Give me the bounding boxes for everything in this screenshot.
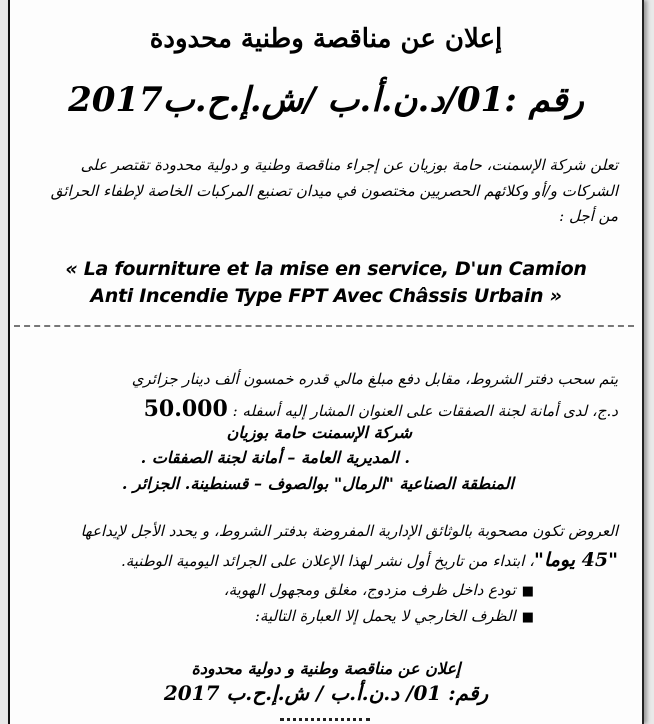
notice-title: إعلان عن مناقصة وطنية محدودة — [149, 24, 503, 54]
conditions-text: د.ج، لدى أمانة لجنة الصفقات على العنوان المشار إليه أسفله : — [232, 402, 618, 420]
address-line-3: المنطقة الصناعية "الرمال" بوالصوف – قسنطينة. الجزائر . — [121, 474, 514, 493]
intro-line-1: تعلن شركة الإسمنت، حامة بوزيان عن إجراء مناقصة وطنية و دولية محدودة تقتصر على — [80, 156, 618, 174]
tender-object-line-1: « La fourniture et la mise en service, D'un Camion — [65, 258, 587, 280]
bullet-item-1-text: تودع داخل ظرف مزدوج، مغلق ومجهول الهوية، — [223, 581, 516, 599]
dashed-separator — [14, 325, 634, 329]
tender-notice-page — [8, 0, 644, 724]
bullet-item-1 — [224, 581, 534, 599]
bullet-item-2-text: الظرف الخارجي لا يحمل إلا العبارة التالية: — [254, 607, 516, 625]
intro-line-2: الشركات و/أو وكلائهم الحصريين مختصون في ميدان تصنيع المركبات الخاصة لإطفاء الحرائق — [50, 182, 618, 200]
conditions-line-2 — [144, 396, 618, 422]
address-line-1: شركة الإسمنت حامة بوزيان — [226, 423, 412, 442]
black-square-bullet-icon: ■ — [521, 584, 534, 599]
offers-line-2-text: ، ابتداء من تاريخ أول نشر لهذا الإعلان على الجرائد اليومية الوطنية. — [120, 552, 535, 570]
bullet-item-2 — [255, 607, 534, 625]
document-price: 50.000 — [143, 396, 228, 422]
envelope-heading: إعلان عن مناقصة وطنية و دولية محدودة — [191, 659, 461, 678]
cropped-text-remnant — [280, 712, 370, 724]
deadline-days: "45 يوما" — [534, 549, 618, 571]
intro-line-3: من أجل : — [559, 207, 618, 225]
conditions-line-1: يتم سحب دفتر الشروط، مقابل دفع مبلغ مالي قدره خمسون ألف دينار جزائري — [131, 370, 618, 388]
tender-object-line-2: Anti Incendie Type FPT Avec Châssis Urbain » — [90, 285, 562, 307]
address-line-2: . المديرية العامة – أمانة لجنة الصفقات . — [140, 448, 410, 467]
notice-number: رقم :01/د.ن.أ.ب /ش.إ.ح.ب2017 — [68, 80, 584, 120]
black-square-bullet-icon: ■ — [521, 610, 534, 625]
offers-line-2 — [121, 549, 618, 571]
offers-line-1: العروض تكون مصحوبة بالوثائق الإدارية المفروضة بدفتر الشروط، و يحدد الأجل لإيداعها — [80, 522, 618, 540]
envelope-number: رقم: 01/ د.ن.أ.ب / ش.إ.ح.ب 2017 — [163, 681, 489, 705]
